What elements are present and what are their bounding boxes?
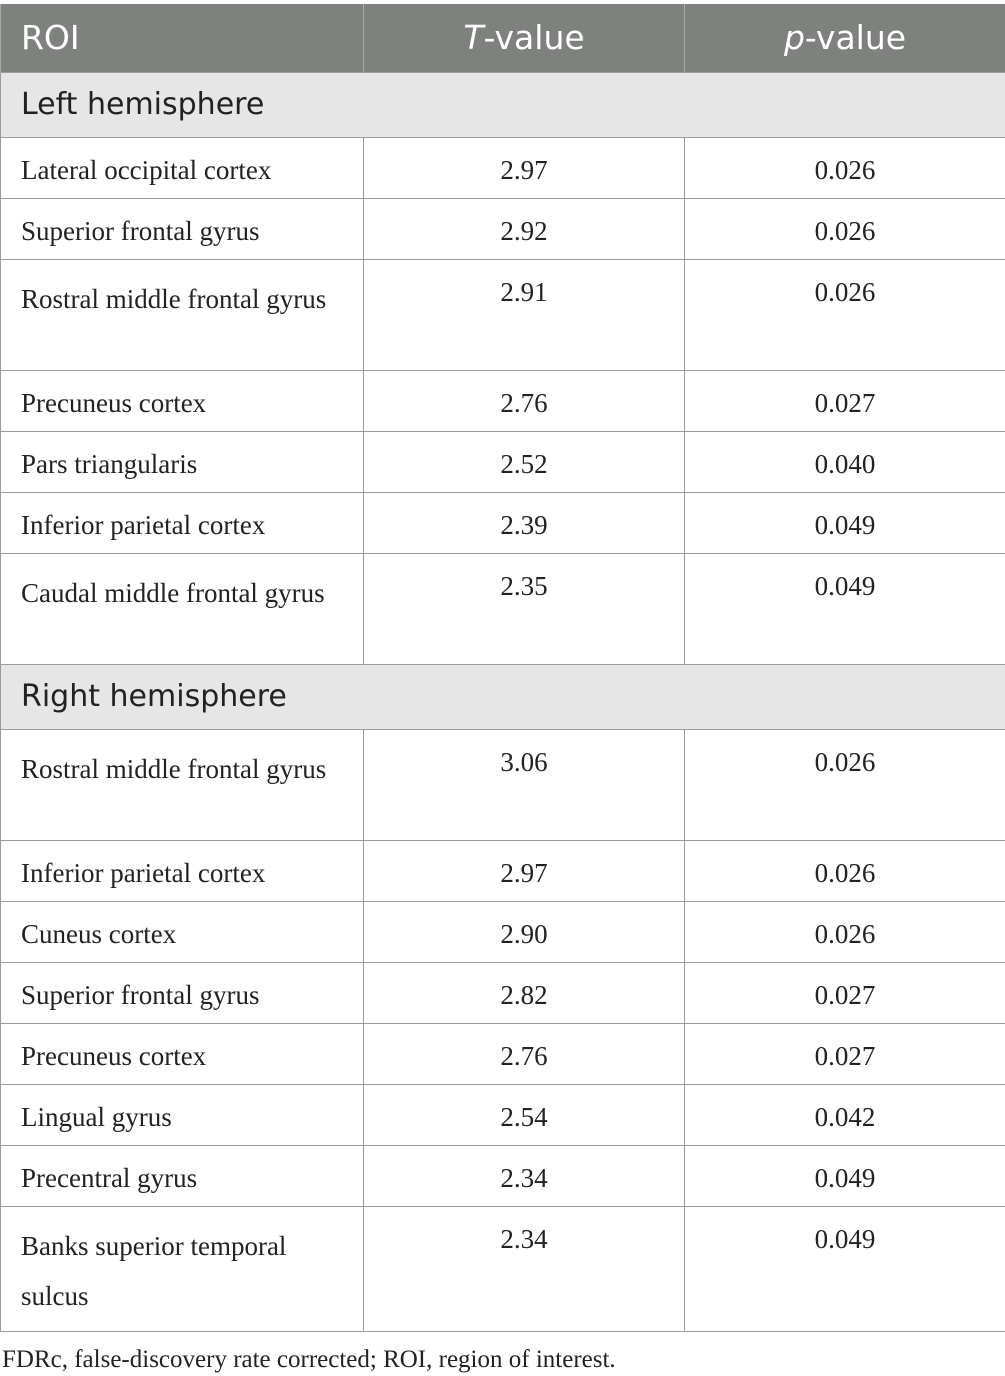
header-row xyxy=(1,4,1005,72)
section-title: Right hemisphere xyxy=(1,664,1005,729)
table-row xyxy=(1,729,1005,840)
t-value-cell: 2.76 xyxy=(364,370,685,431)
p-value-cell: 0.026 xyxy=(685,901,1005,962)
p-value-cell: 0.027 xyxy=(685,1023,1005,1084)
roi-cell: Banks superior temporal sulcus xyxy=(1,1206,364,1331)
p-value-cell: 0.026 xyxy=(685,198,1005,259)
header-t-italic: T xyxy=(463,18,484,58)
roi-cell: Inferior parietal cortex xyxy=(1,492,364,553)
t-value-cell: 2.34 xyxy=(364,1145,685,1206)
roi-cell: Rostral middle frontal gyrus xyxy=(1,729,364,840)
roi-cell: Caudal middle frontal gyrus xyxy=(1,553,364,664)
section-title: Left hemisphere xyxy=(1,72,1005,137)
table-row xyxy=(1,1084,1005,1145)
p-value-cell: 0.026 xyxy=(685,840,1005,901)
header-t-rest: -value xyxy=(483,18,585,58)
table-row xyxy=(1,962,1005,1023)
t-value-cell: 2.76 xyxy=(364,1023,685,1084)
table-row xyxy=(1,137,1005,198)
roi-cell: Rostral middle frontal gyrus xyxy=(1,259,364,370)
roi-cell: Cuneus cortex xyxy=(1,901,364,962)
roi-cell: Superior frontal gyrus xyxy=(1,198,364,259)
p-value-cell: 0.027 xyxy=(685,370,1005,431)
table-row xyxy=(1,259,1005,370)
p-value-cell: 0.026 xyxy=(685,259,1005,370)
table-footnote: FDRc, false-discovery rate corrected; ROI, region of interest. xyxy=(2,1345,616,1373)
header-p-value xyxy=(685,4,1005,72)
t-value-cell: 2.90 xyxy=(364,901,685,962)
t-value-cell: 2.34 xyxy=(364,1206,685,1331)
p-value-cell: 0.049 xyxy=(685,1206,1005,1331)
p-value-cell: 0.040 xyxy=(685,431,1005,492)
section-row-left xyxy=(1,72,1005,137)
t-value-cell: 2.97 xyxy=(364,840,685,901)
table-row xyxy=(1,198,1005,259)
table-row xyxy=(1,492,1005,553)
roi-cell: Inferior parietal cortex xyxy=(1,840,364,901)
roi-cell: Superior frontal gyrus xyxy=(1,962,364,1023)
table-row xyxy=(1,553,1005,664)
header-p-italic: p xyxy=(783,18,805,58)
t-value-cell: 2.82 xyxy=(364,962,685,1023)
t-value-cell: 3.06 xyxy=(364,729,685,840)
t-value-cell: 2.35 xyxy=(364,553,685,664)
header-roi: ROI xyxy=(1,4,364,72)
roi-table-container xyxy=(0,4,1005,1374)
t-value-cell: 2.92 xyxy=(364,198,685,259)
header-t-value xyxy=(364,4,685,72)
p-value-cell: 0.026 xyxy=(685,137,1005,198)
roi-cell: Lingual gyrus xyxy=(1,1084,364,1145)
table-row xyxy=(1,370,1005,431)
roi-cell: Precuneus cortex xyxy=(1,1023,364,1084)
p-value-cell: 0.049 xyxy=(685,1145,1005,1206)
section-row-right xyxy=(1,664,1005,729)
t-value-cell: 2.91 xyxy=(364,259,685,370)
roi-cell: Precuneus cortex xyxy=(1,370,364,431)
t-value-cell: 2.52 xyxy=(364,431,685,492)
p-value-cell: 0.026 xyxy=(685,729,1005,840)
table-row xyxy=(1,1023,1005,1084)
p-value-cell: 0.049 xyxy=(685,492,1005,553)
roi-cell: Pars triangularis xyxy=(1,431,364,492)
roi-cell: Precentral gyrus xyxy=(1,1145,364,1206)
table-row xyxy=(1,431,1005,492)
t-value-cell: 2.54 xyxy=(364,1084,685,1145)
p-value-cell: 0.049 xyxy=(685,553,1005,664)
p-value-cell: 0.027 xyxy=(685,962,1005,1023)
roi-cell: Lateral occipital cortex xyxy=(1,137,364,198)
table-row xyxy=(1,901,1005,962)
t-value-cell: 2.97 xyxy=(364,137,685,198)
table-row xyxy=(1,840,1005,901)
roi-table xyxy=(0,4,1005,1332)
t-value-cell: 2.39 xyxy=(364,492,685,553)
header-p-rest: -value xyxy=(804,18,907,58)
p-value-cell: 0.042 xyxy=(685,1084,1005,1145)
table-row xyxy=(1,1206,1005,1331)
table-row xyxy=(1,1145,1005,1206)
